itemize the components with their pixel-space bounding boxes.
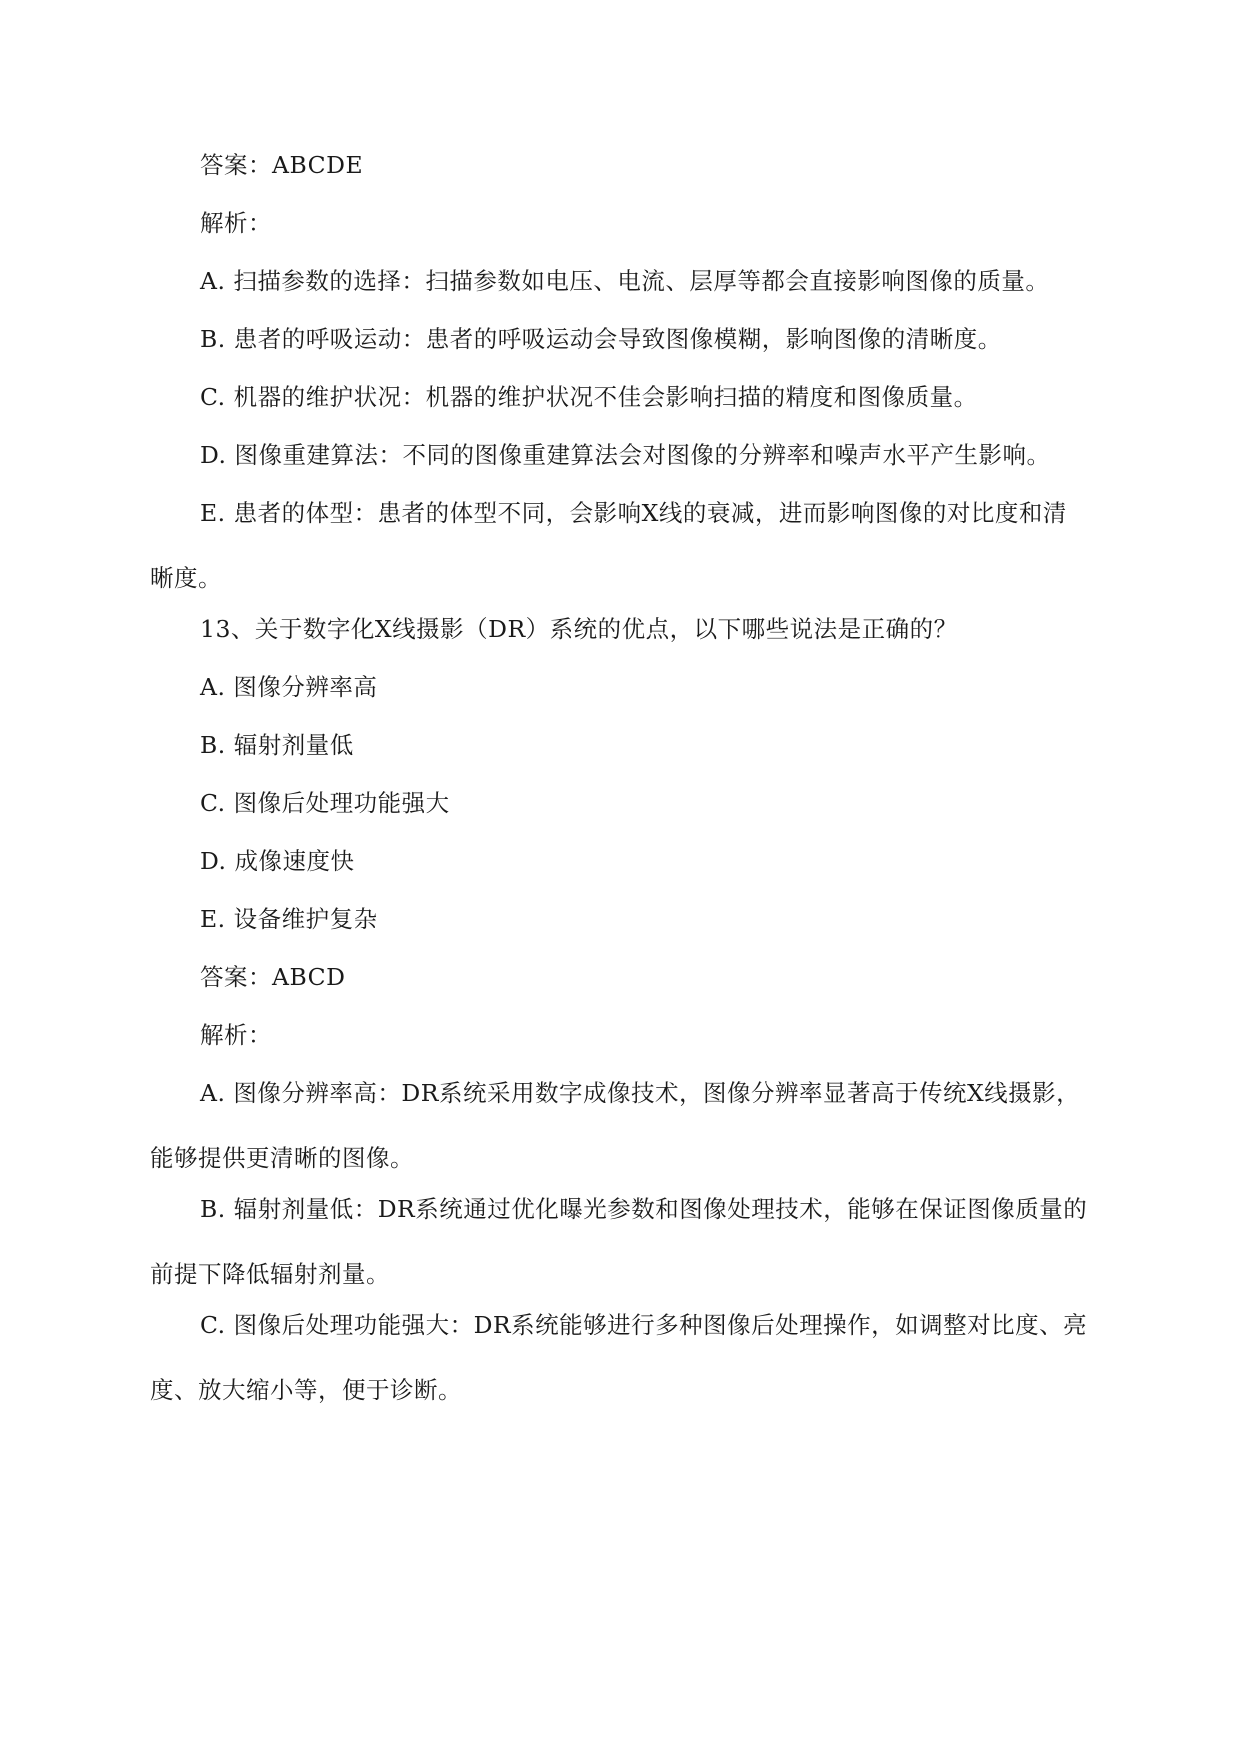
analysis-13-item-a: A. 图像分辨率高：DR系统采用数字成像技术，图像分辨率显著高于传统X线摄影，能够提供更清晰的图像。 [150,1079,1081,1172]
analysis-item-a: A. 扫描参数的选择：扫描参数如电压、电流、层厚等都会直接影响图像的质量。 [200,267,1050,295]
analysis-heading-13: 解析： [200,1021,272,1049]
option-d: D. 成像速度快 [200,847,355,875]
option-c: C. 图像后处理功能强大 [200,789,450,817]
question-13: 13、关于数字化X线摄影（DR）系统的优点，以下哪些说法是正确的？ [200,615,958,643]
answer-line: 答案：ABCDE [200,151,364,179]
answer-line-13: 答案：ABCD [200,963,346,991]
analysis-heading: 解析： [200,209,272,237]
analysis-item-d: D. 图像重建算法：不同的图像重建算法会对图像的分辨率和噪声水平产生影响。 [200,441,1051,469]
analysis-item-c: C. 机器的维护状况：机器的维护状况不佳会影响扫描的精度和图像质量。 [200,383,978,411]
option-a: A. 图像分辨率高 [200,673,378,701]
analysis-item-b: B. 患者的呼吸运动：患者的呼吸运动会导致图像模糊，影响图像的清晰度。 [200,325,1002,353]
analysis-item-e: E. 患者的体型：患者的体型不同，会影响X线的衰减，进而影响图像的对比度和清晰度。 [150,499,1067,592]
analysis-13-item-b: B. 辐射剂量低：DR系统通过优化曝光参数和图像处理技术，能够在保证图像质量的前提下降低辐射剂量。 [150,1195,1088,1288]
analysis-13-item-c: C. 图像后处理功能强大：DR系统能够进行多种图像后处理操作，如调整对比度、亮度、放大缩小等，便于诊断。 [150,1311,1088,1404]
option-e: E. 设备维护复杂 [200,905,378,933]
option-b: B. 辐射剂量低 [200,731,354,759]
